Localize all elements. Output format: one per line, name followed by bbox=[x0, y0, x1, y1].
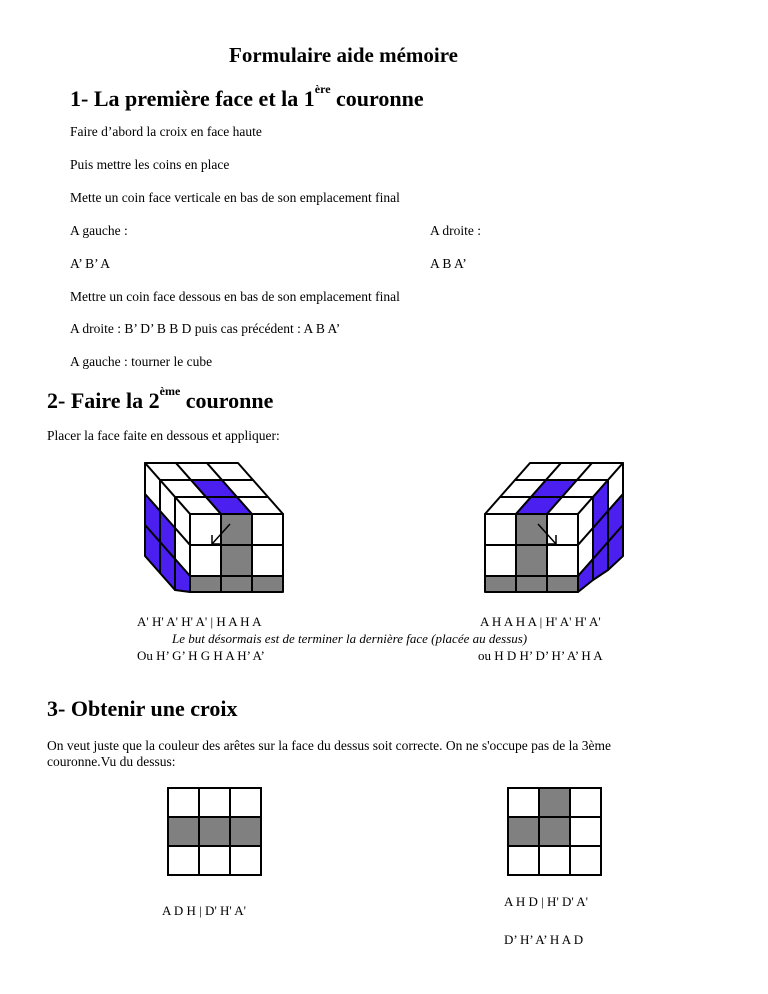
section3-right-formula-1: A H D | H' D' A' bbox=[504, 894, 589, 909]
section2-heading-end: couronne bbox=[180, 388, 274, 413]
grid-right-cell-4 bbox=[508, 817, 539, 846]
section2-note: Le but désormais est de terminer la dernière face (placée au dessus) bbox=[172, 631, 528, 646]
grid-right-cell-7 bbox=[508, 846, 539, 875]
grid-right-cell-8 bbox=[539, 846, 570, 875]
section1-line-gauche: A gauche : tourner le cube bbox=[70, 354, 213, 369]
section1-line-2: Puis mettre les coins en place bbox=[70, 157, 230, 172]
grid-right-cell-2 bbox=[539, 788, 570, 817]
grid-right-cell-5 bbox=[539, 817, 570, 846]
grid-right-cell-1 bbox=[508, 788, 539, 817]
grid-right-cell-3 bbox=[570, 788, 601, 817]
section1-heading-end: couronne bbox=[330, 86, 424, 111]
section3-intro-line1: On veut juste que la couleur des arêtes sur la face du dessus soit correcte. On ne s'occupe pas de la 3ème bbox=[47, 738, 611, 753]
left-formula: A’ B’ A bbox=[70, 256, 110, 271]
section1-line-bottom: Mettre un coin face dessous en bas de son emplacement final bbox=[70, 289, 400, 304]
section1-heading-sup: ère bbox=[314, 82, 331, 96]
left-label: A gauche : bbox=[70, 223, 128, 238]
grid-right-cell-9 bbox=[570, 846, 601, 875]
section3-left-formula: A D H | D' H' A' bbox=[162, 903, 247, 918]
section2-right-alt: ou H D H’ D’ H’ A’ H A bbox=[478, 648, 603, 663]
section1-line-droite: A droite : B’ D’ B B D puis cas précédent : A B A’ bbox=[70, 321, 341, 336]
page-title: Formulaire aide mémoire bbox=[229, 43, 458, 67]
section2-left-formula: A' H' A' H' A' | H A H A bbox=[137, 614, 262, 629]
section2-right-formula: A H A H A | H' A' H' A' bbox=[480, 614, 601, 629]
section3-intro-line2: couronne.Vu du dessus: bbox=[47, 754, 176, 769]
section3-heading: 3- Obtenir une croix bbox=[47, 696, 238, 721]
section2-heading-main: 2- Faire la 2 bbox=[47, 388, 160, 413]
section2-heading-sup: ème bbox=[159, 384, 181, 398]
section1-heading-main: 1- La première face et la 1 bbox=[70, 86, 315, 111]
right-label: A droite : bbox=[430, 223, 481, 238]
section1-line-1: Faire d’abord la croix en face haute bbox=[70, 124, 262, 139]
section2-left-alt: Ou H’ G’ H G H A H’ A’ bbox=[137, 648, 265, 663]
grid-right-cell-6 bbox=[570, 817, 601, 846]
right-formula: A B A’ bbox=[430, 256, 467, 271]
section3-right-formula-2: D’ H’ A’ H A D bbox=[504, 932, 584, 947]
section1-line-3: Mette un coin face verticale en bas de son emplacement final bbox=[70, 190, 400, 205]
section2-intro: Placer la face faite en dessous et appliquer: bbox=[47, 428, 280, 443]
